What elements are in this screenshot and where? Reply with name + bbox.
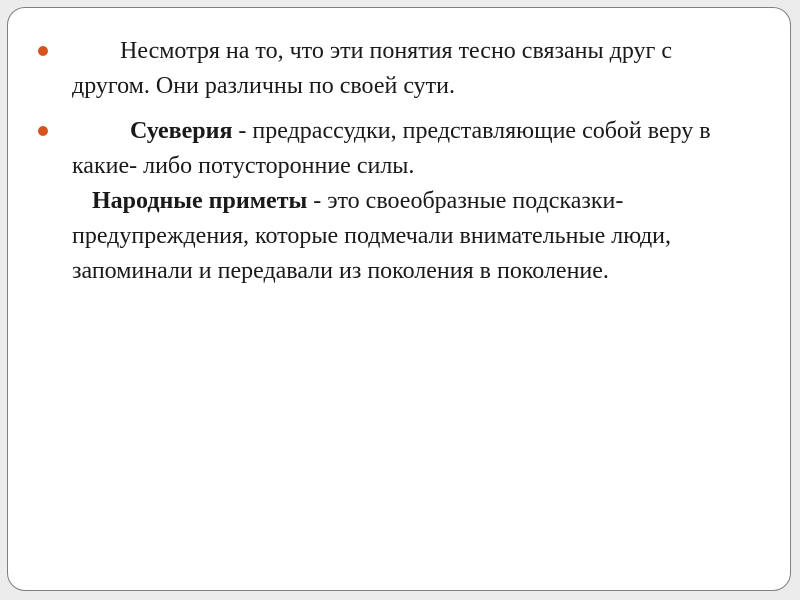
bullet-item-1	[38, 34, 738, 104]
bullet-dot-icon	[38, 126, 48, 136]
term-folk-signs: Народные приметы	[92, 188, 308, 214]
definition-superstitions: - предрассудки, представляющие собой веру в какие- либо потусторонние силы.	[72, 118, 711, 179]
bullet-dot-icon	[38, 46, 48, 56]
bullet-text-1: Несмотря на то, что эти понятия тесно связаны друг с другом. Они различны по своей сути.	[72, 38, 672, 99]
bullet-item-2	[38, 114, 738, 289]
term-superstitions: Суеверия	[130, 118, 233, 144]
definition-folk-signs: - это своеобразные подсказки- предупреждения, которые подмечали внимательные люди, запоминали и передавали из поколения в поколение.	[72, 188, 671, 284]
slide-content	[38, 34, 738, 299]
